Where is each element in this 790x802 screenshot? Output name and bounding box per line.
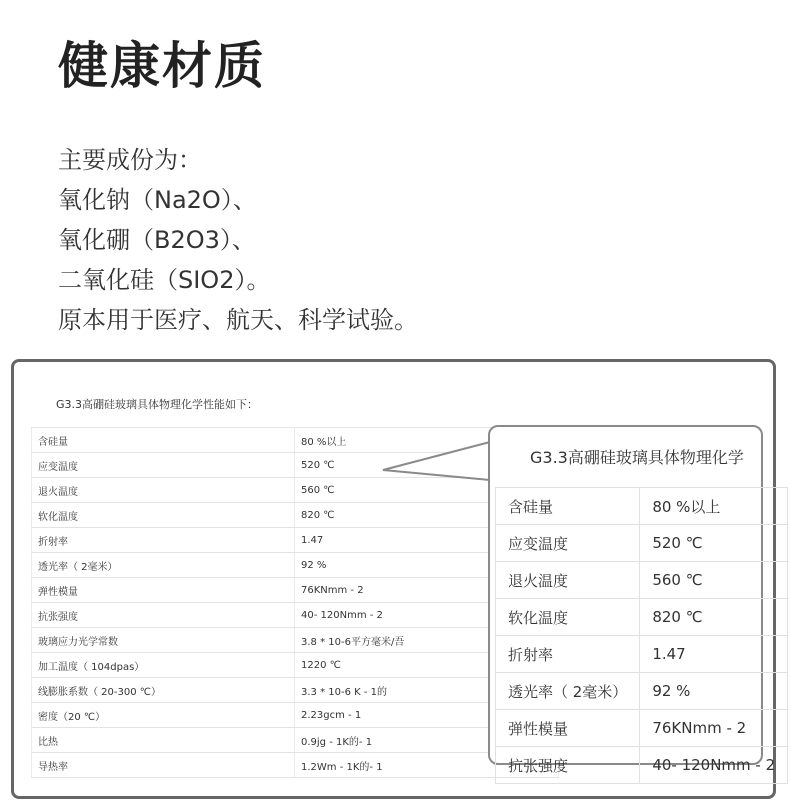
- property-value: 520 ℃: [295, 453, 559, 478]
- spec-row: [496, 562, 788, 599]
- property-value: 3.8 * 10-6平方毫米/吾: [295, 628, 559, 653]
- property-name: 导热率: [32, 753, 295, 778]
- composition-line: 二氧化硅（SIO2）。: [58, 266, 271, 294]
- spec-row: [496, 488, 788, 525]
- property-value: 76KNmm - 2: [640, 710, 788, 747]
- property-name: 玻璃应力光学常数: [32, 628, 295, 653]
- composition-line: 原本用于医疗、航天、科学试验。: [58, 306, 418, 334]
- property-value: 80 %以上: [295, 428, 559, 453]
- property-name: 弹性模量: [496, 710, 640, 747]
- property-name: 弹性模量: [32, 578, 295, 603]
- property-value: 820 ℃: [640, 599, 788, 636]
- composition-line: 主要成份为：: [58, 146, 202, 174]
- composition-line: 氧化硼（B2O3）、: [58, 226, 256, 254]
- property-value: 560 ℃: [295, 478, 559, 503]
- property-name: 透光率（ 2毫米）: [496, 673, 640, 710]
- spec-caption: G3.3高硼硅玻璃具体物理化学性能如下：: [56, 398, 259, 411]
- zoom-title: G3.3高硼硅玻璃具体物理化学: [530, 448, 744, 467]
- property-name: 软化温度: [32, 503, 295, 528]
- spec-row: [496, 747, 788, 784]
- property-value: 820 ℃: [295, 503, 559, 528]
- property-value: 1.47: [640, 636, 788, 673]
- page-title: 健康材质: [58, 37, 266, 95]
- property-name: 折射率: [496, 636, 640, 673]
- property-value: 0.9jg - 1K的- 1: [295, 728, 559, 753]
- spec-row: [496, 673, 788, 710]
- property-value: 520 ℃: [640, 525, 788, 562]
- property-name: 含硅量: [496, 488, 640, 525]
- property-value: 1.2Wm - 1K的- 1: [295, 753, 559, 778]
- property-value: 40- 120Nmm - 2: [295, 603, 559, 628]
- property-name: 应变温度: [32, 453, 295, 478]
- zoom-table: [495, 487, 788, 784]
- property-value: 2.23gcm - 1: [295, 703, 559, 728]
- property-name: 含硅量: [32, 428, 295, 453]
- spec-row: [496, 599, 788, 636]
- spec-row: [496, 636, 788, 673]
- property-name: 软化温度: [496, 599, 640, 636]
- property-value: 3.3 * 10-6 K - 1的: [295, 678, 559, 703]
- property-value: 80 %以上: [640, 488, 788, 525]
- property-name: 比热: [32, 728, 295, 753]
- property-name: 折射率: [32, 528, 295, 553]
- composition-text: [58, 140, 418, 340]
- property-value: 92 %: [295, 553, 559, 578]
- property-value: 92 %: [640, 673, 788, 710]
- property-value: 560 ℃: [640, 562, 788, 599]
- property-value: 40- 120Nmm - 2: [640, 747, 788, 784]
- property-name: 加工温度（ 104dpas）: [32, 653, 295, 678]
- property-value: 1220 ℃: [295, 653, 559, 678]
- spec-row: [496, 710, 788, 747]
- property-name: 退火温度: [496, 562, 640, 599]
- zoom-callout: [488, 425, 776, 775]
- property-name: 线膨胀系数（ 20-300 ℃）: [32, 678, 295, 703]
- property-name: 密度（20 ℃）: [32, 703, 295, 728]
- property-value: 76KNmm - 2: [295, 578, 559, 603]
- spec-row: [496, 525, 788, 562]
- composition-line: 氧化钠（Na2O）、: [58, 186, 257, 214]
- spec-sheet-image: [11, 359, 776, 799]
- property-name: 应变温度: [496, 525, 640, 562]
- property-name: 抗张强度: [32, 603, 295, 628]
- property-name: 透光率（ 2毫米）: [32, 553, 295, 578]
- property-name: 抗张强度: [496, 747, 640, 784]
- property-name: 退火温度: [32, 478, 295, 503]
- property-value: 1.47: [295, 528, 559, 553]
